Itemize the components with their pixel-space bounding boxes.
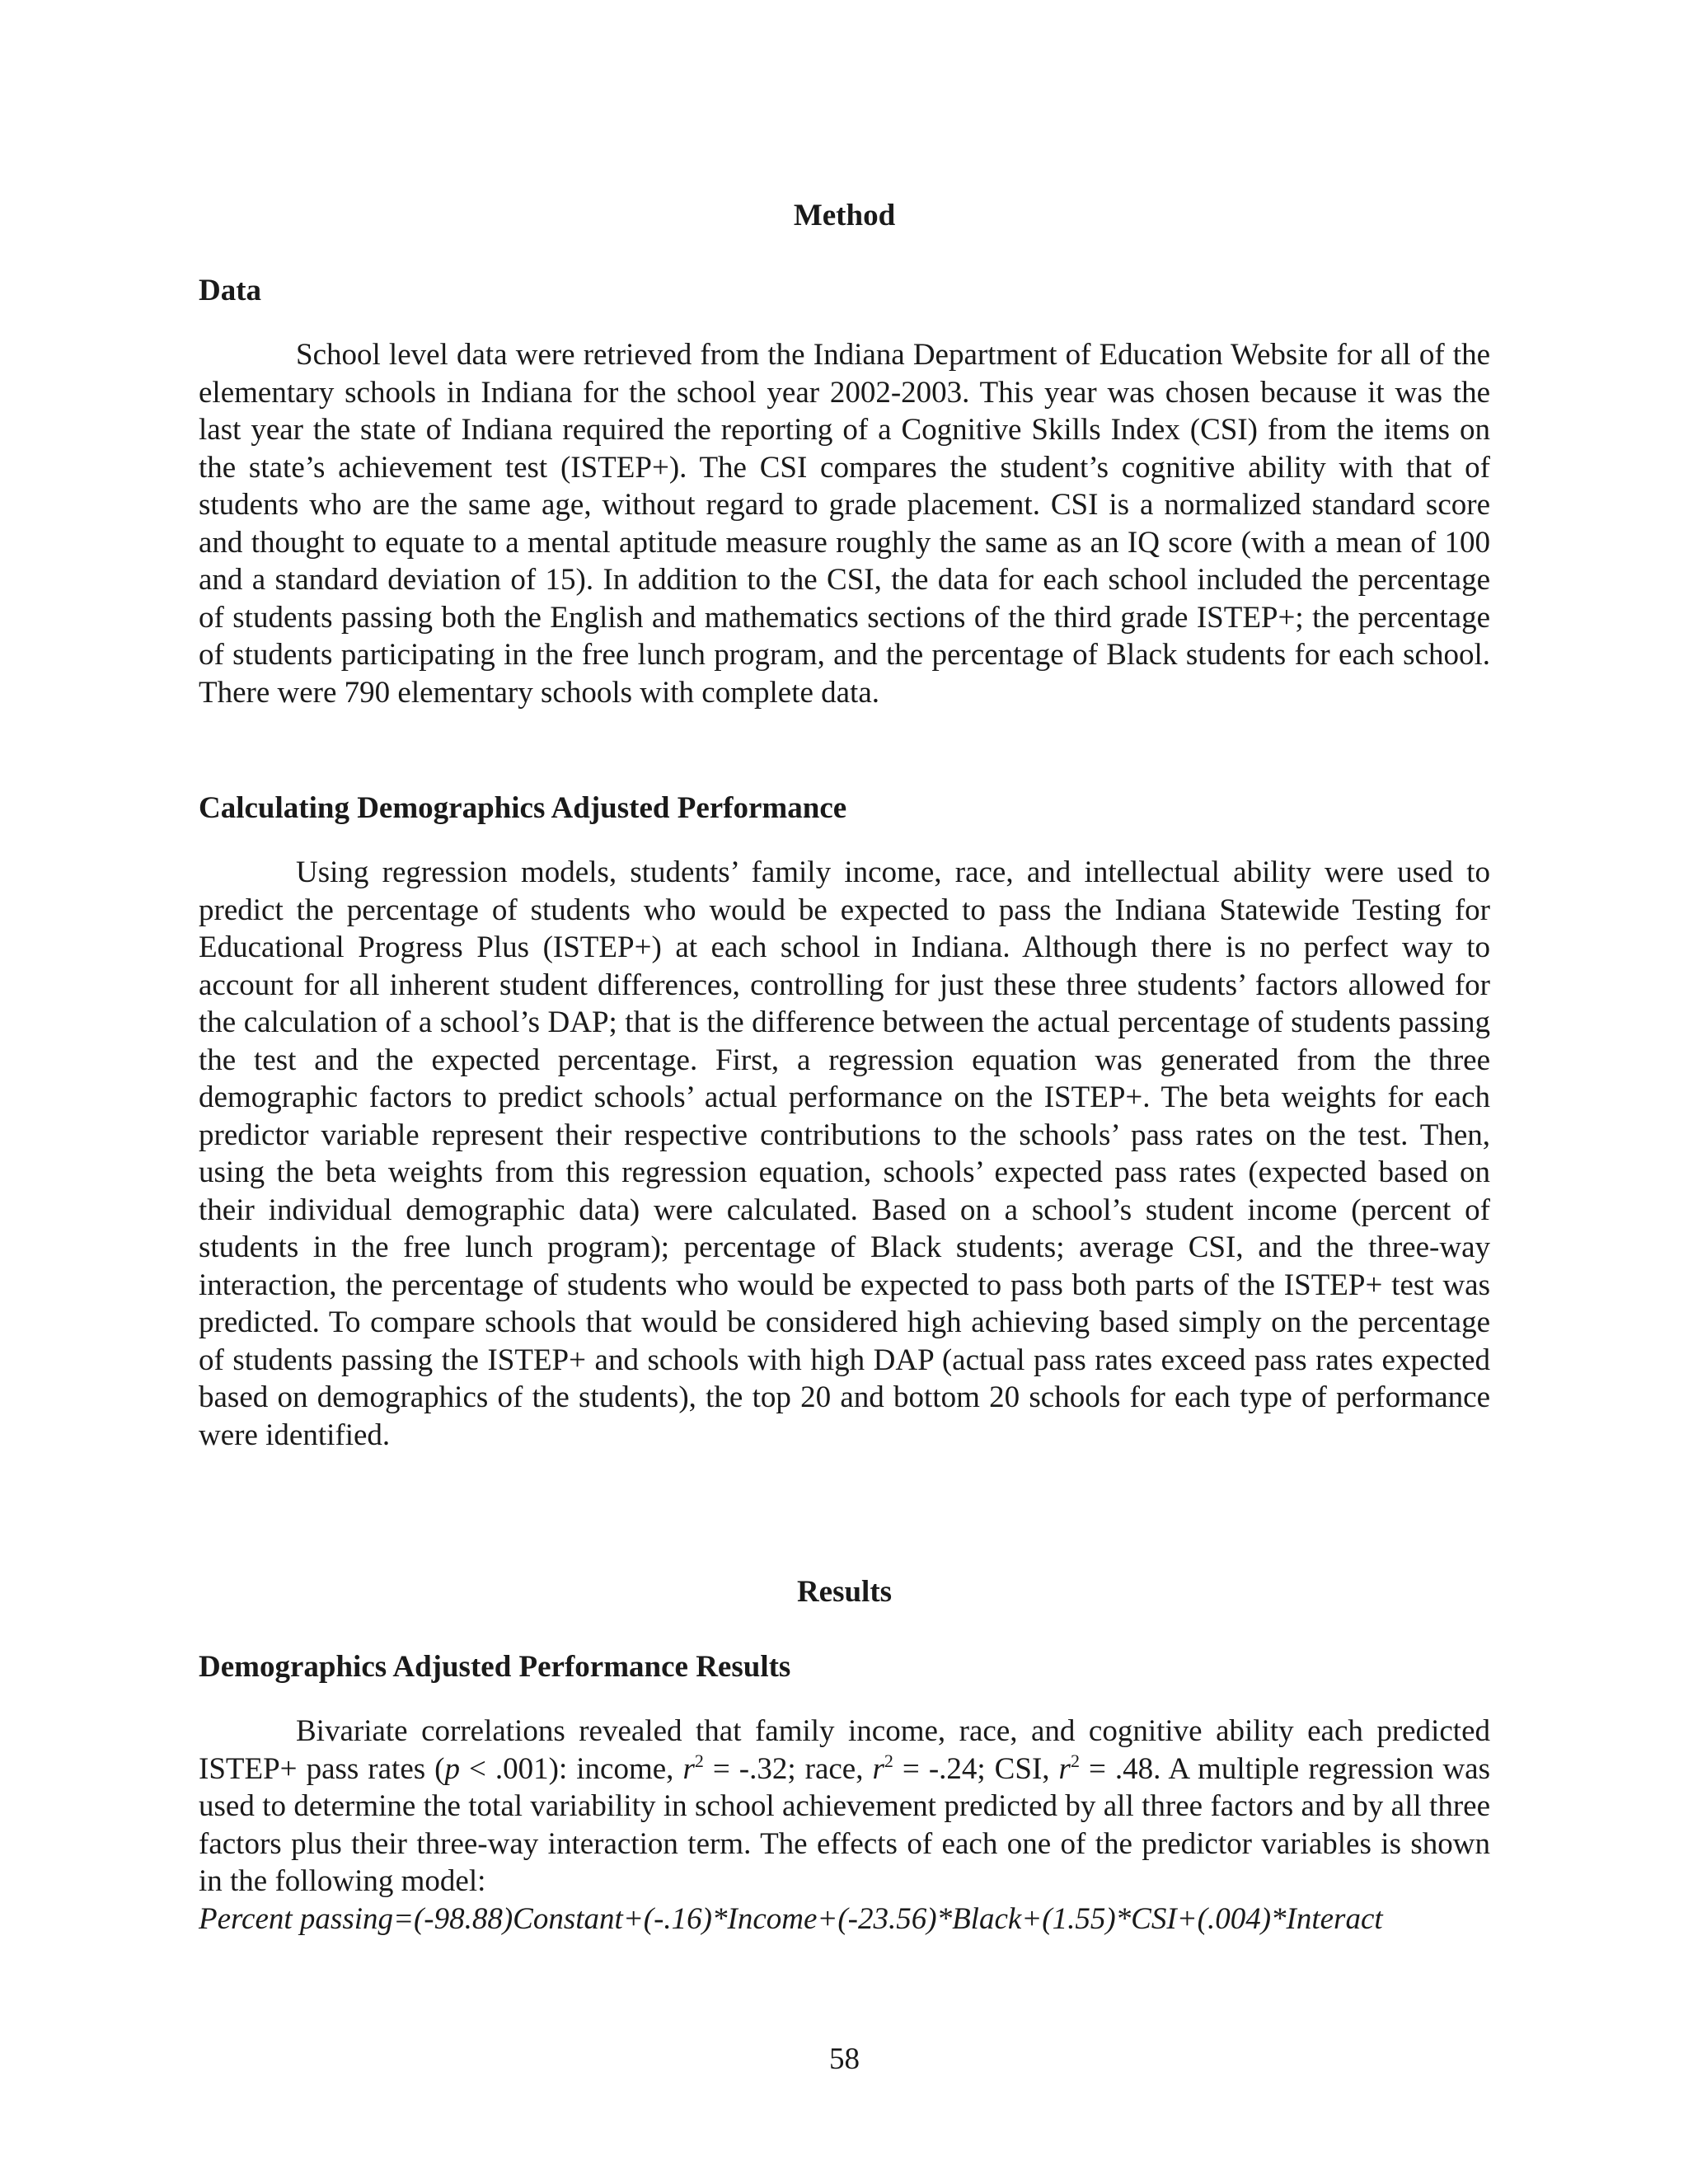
dap-results-subheading: Demographics Adjusted Performance Results [199, 1650, 791, 1684]
data-subheading: Data [199, 274, 262, 307]
p-symbol: p [444, 1751, 460, 1786]
superscript-race: 2 [884, 1750, 893, 1771]
results-heading: Results [796, 1575, 893, 1609]
results-text-5: = .48. A multiple regression was used to determine the total variability in school achievement predicted by all three factors and by all three factors plus their three-way interaction term. The effects of each one of the predictor variables is shown in the following model: [199, 1751, 1491, 1898]
results-text-1: Bivariate correlations revealed that family income, race, and cognitive ability each predicted ISTEP+ pass rates ( [199, 1714, 1490, 1786]
r-symbol-race: r [872, 1751, 884, 1786]
r-symbol-csi: r [1058, 1751, 1071, 1786]
data-paragraph: School level data were retrieved from the Indiana Department of Education Website for all of the elementary schools in Indiana for the school year 2002-2003. This year was chosen because it was the last year the state of Indiana required the reporting of a Cognitive Skills Index (CSI) from the items on the state’s achievement test (ISTEP+). The CSI compares the student’s cognitive ability with that of students who are the same age, without regard to grade placement. CSI is a normalized standard score and thought to equate to a mental aptitude measure roughly the same as an IQ score (with a mean of 100 and a standard deviation of 15). In addition to the CSI, the data for each school included the percentage of students passing both the English and mathematics sections of the third grade ISTEP+; the percentage of students participating in the free lunch program, and the percentage of Black students for each school. There were 790 elementary schools with complete data. [199, 338, 1490, 710]
paper-page [199, 0, 1490, 2184]
method-heading: Method [793, 199, 896, 232]
results-text-4: = -.24; CSI, [893, 1751, 1059, 1786]
calculating-dap-paragraph: Using regression models, students’ family income, race, and intellectual ability were used to predict the percentage of students who would be expected to pass the Indiana Statewide Testing for Educational Progress Plus (ISTEP+) at each school in Indiana. Although there is no perfect way to account for all inherent student differences, controlling for just these three students’ factors allowed for the calculation of a school’s DAP; that is the difference between the actual percentage of students passing the test and the expected percentage. First, a regression equation was generated from the three demographic factors to predict schools’ actual performance on the ISTEP+. The beta weights for each predictor variable represent their respective contributions to the schools’ pass rates on the test. Then, using the beta weights from this regression equation, schools’ expected pass rates (expected based on their individual demographic data) were calculated. Based on a school’s student income (percent of students in the free lunch program); percentage of Black students; average CSI, and the three-way interaction, the percentage of students who would be expected to pass both parts of the ISTEP+ test was predicted. To compare schools that would be considered high achieving based simply on the percentage of students passing the ISTEP+ and schools with high DAP (actual pass rates exceed pass rates expected based on demographics of the students), the top 20 and bottom 20 schools for each type of performance were identified. [199, 855, 1490, 1452]
superscript-income: 2 [694, 1750, 704, 1771]
calculating-dap-subheading: Calculating Demographics Adjusted Performance [199, 791, 847, 825]
r-symbol-income: r [682, 1751, 695, 1786]
page-number: 58 [829, 2042, 860, 2076]
results-text-2: < .001): income, [460, 1751, 683, 1786]
results-paragraph [199, 1713, 1490, 1900]
regression-equation: Percent passing=(-98.88)Constant+(-.16)*Income+(-23.56)*Black+(1.55)*CSI+(.004)*Interact [199, 1902, 1383, 1936]
superscript-csi: 2 [1070, 1750, 1080, 1771]
results-text-3: = -.32; race, [703, 1751, 873, 1786]
